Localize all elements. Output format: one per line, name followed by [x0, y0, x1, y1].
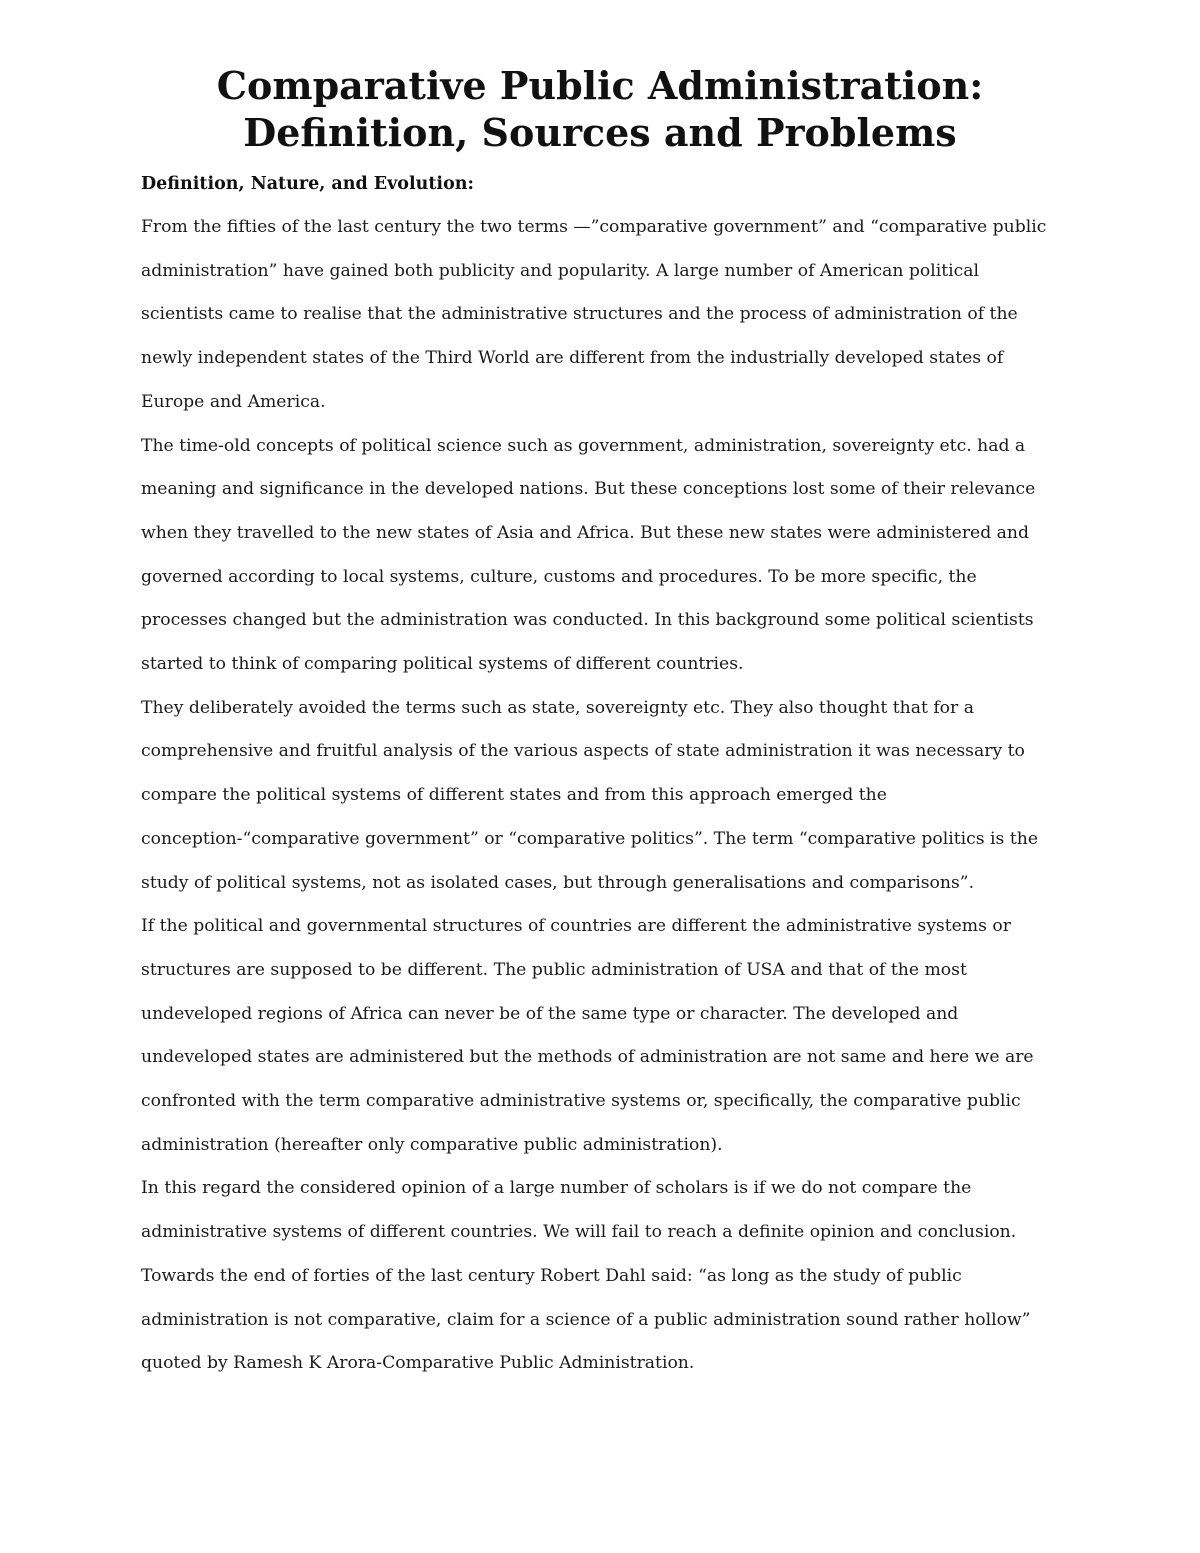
paragraph-4: If the political and governmental structures of countries are different the administrative systems or structures are supposed to be different. The public administration of USA and that of the most undeveloped regions of Africa can never be of the same type or character. The developed and undeveloped states are administered but the methods of administration are not same and here we are confronted with the term comparative administrative systems or, specifically, the comparative public administration (hereafter only comparative public administration). [141, 916, 1034, 1155]
paragraph-2: The time-old concepts of political science such as government, administration, sovereignty etc. had a meaning and significance in the developed nations. But these conceptions lost some of their relevance when they travelled to the new states of Asia and Africa. But these new states were administered and governed according to local systems, culture, customs and procedures. To be more specific, the processes changed but the administration was conducted. In this background some political scientists started to think of comparing political systems of different countries. [141, 435, 1036, 675]
document-body [141, 206, 1066, 1386]
title-line-2: Definition, Sources and Problems [243, 110, 957, 155]
document-title [60, 62, 1140, 156]
paragraph-1: From the fifties of the last century the two terms —”comparative government” and “comparative public administration” have gained both publicity and popularity. A large number of American political scientists came to realise that the administrative structures and the process of administration of the newly independent states of the Third World are different from the industrially developed states of Europe and America. [141, 217, 1047, 412]
title-line-1: Comparative Public Administration: [216, 63, 984, 108]
paragraph-3: They deliberately avoided the terms such as state, sovereignty etc. They also thought that for a comprehensive and fruitful analysis of the various aspects of state administration it was necessary to compare the political systems of different states and from this approach emerged the conception-“comparative government” or “comparative politics”. The term “comparative politics is the study of political systems, not as isolated cases, but through generalisations and comparisons”. [141, 697, 1038, 893]
paragraph-5: In this regard the considered opinion of a large number of scholars is if we do not compare the administrative systems of different countries. We will fail to reach a definite opinion and conclusion. Towards the end of forties of the last century Robert Dahl said: “as long as the study of public administration is not comparative, claim for a science of a public administration sound rather hollow” quoted by Ramesh K Arora-Comparative Public Administration. [141, 1178, 1031, 1374]
section-heading: Definition, Nature, and Evolution: [141, 174, 474, 194]
